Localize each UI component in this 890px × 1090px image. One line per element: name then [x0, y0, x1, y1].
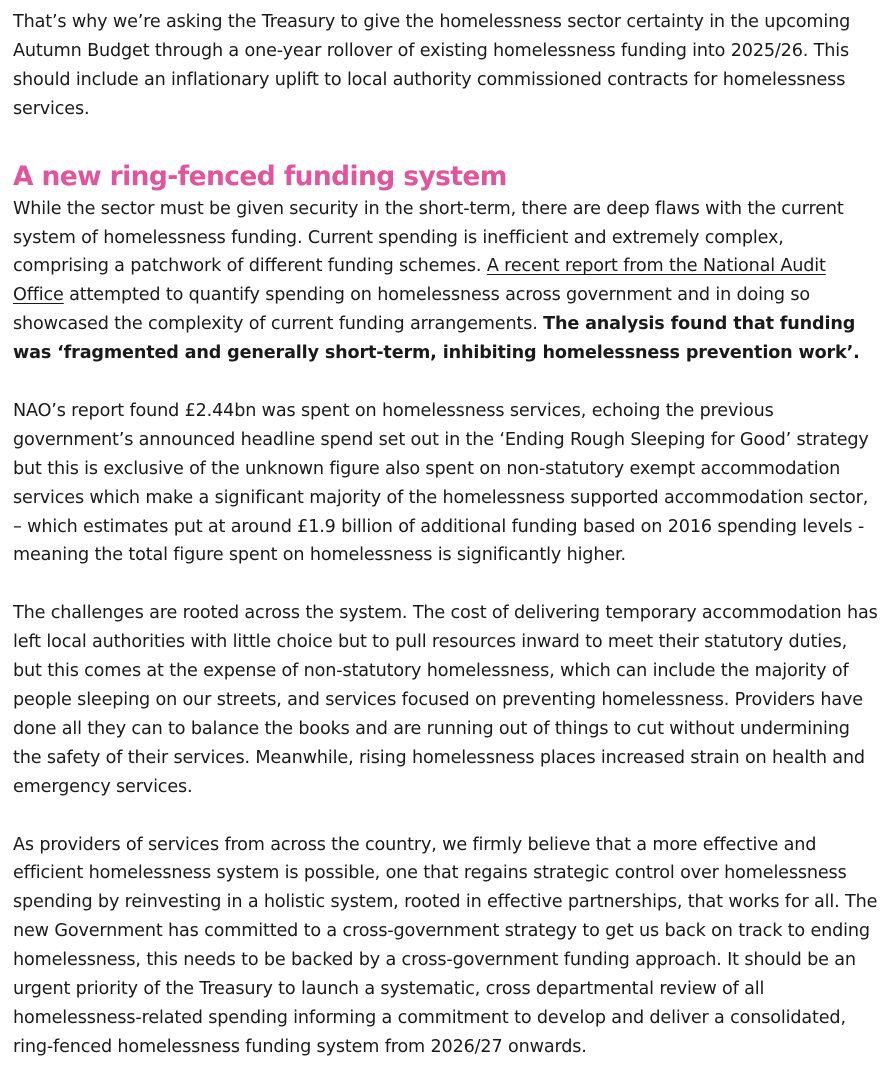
funding-paragraph-bold: The analysis found that funding was ‘fragmented and generally short-term, inhibiting homelessness prevention work’. — [13, 314, 860, 364]
nao-spending-paragraph: NAO’s report found £2.44bn was spent on homelessness services, echoing the previous government’s announced headline spend set out in the ‘Ending Rough Sleeping for Good’ strategy but this is exclusive of the unknown figure also spent on non-statutory exempt accommodation services which make a significant majority of the homelessness supported accommodation sector, – which estimates put at around £1.9 billion of additional funding based on 2016 spending levels - meaning the total figure spent on homelessness is significantly higher. — [13, 400, 869, 566]
article-body — [13, 8, 879, 1062]
funding-paragraph — [13, 195, 879, 368]
nao-report-link[interactable]: A recent report from the National Audit Office — [13, 256, 826, 306]
funding-paragraph-text-1: While the sector must be given security in the short-term, there are deep flaws with the current system of homelessness funding. Current spending is inefficient and extremely complex, comprising a patchwork of different funding schemes. — [13, 198, 844, 277]
funding-paragraph-text-2: attempted to quantify spending on homelessness across government and in doing so showcased the complexity of current funding arrangements. — [13, 285, 810, 335]
intro-paragraph: That’s why we’re asking the Treasury to give the homelessness sector certainty in the upcoming Autumn Budget through a one-year rollover of existing homelessness funding into 2025/26. This should include an inflationary uplift to local authority commissioned contracts for homelessness services. — [13, 12, 851, 119]
providers-paragraph: As providers of services from across the country, we firmly believe that a more effective and efficient homelessness system is possible, one that regains strategic control over homelessness spending by reinvesting in a holistic system, rooted in effective partnerships, that works for all. The new Government has committed to a cross-government strategy to get us back on track to ending homelessness, this needs to be backed by a cross-government funding approach. It should be an urgent priority of the Treasury to launch a systematic, cross departmental review of all homelessness-related spending informing a commitment to develop and deliver a consolidated, ring-fenced homelessness funding system from 2026/27 onwards. — [13, 834, 878, 1057]
challenges-paragraph: The challenges are rooted across the system. The cost of delivering temporary accommodation has left local authorities with little choice but to pull resources inward to meet their statutory duties, but this comes at the expense of non-statutory homelessness, which can include the majority of people sleeping on our streets, and services focused on preventing homelessness. Providers have done all they can to balance the books and are running out of things to cut without undermining the safety of their services. Meanwhile, rising homelessness places increased strain on health and emergency services. — [13, 603, 878, 797]
section-heading: A new ring-fenced funding system — [13, 160, 507, 192]
